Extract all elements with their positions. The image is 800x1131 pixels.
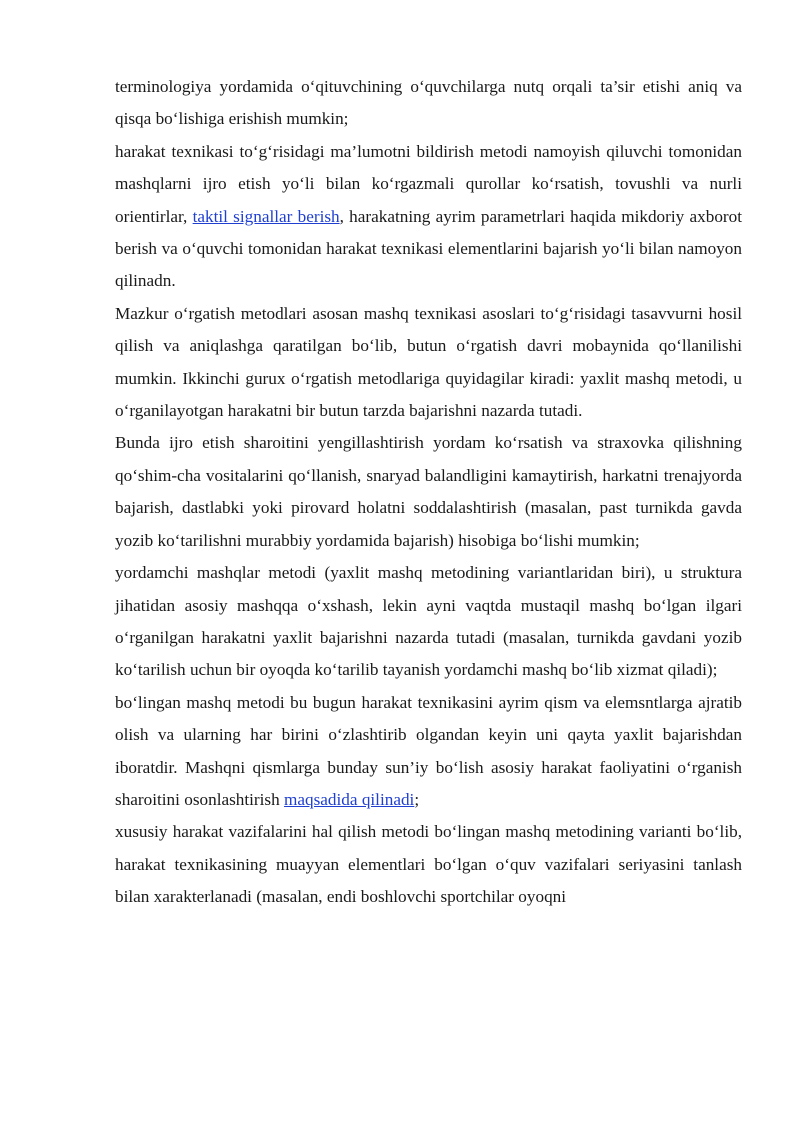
paragraph-text-after-link: ; <box>414 789 420 809</box>
paragraph-text-before-link: bo‘lingan mashq metodi bu bugun harakat texnikasini ayrim qism va elemsntlarga ajratib olish va ularning har birini o‘zlashtirib olgandan keyin uni qayta yaxlit bajarishdan iboratdir. Mashqni qismlarga bunday sun’iy bo‘lish asosiy harakat faoliyatini o‘rganish sharoitini osonlashtirish <box>115 692 742 809</box>
paragraph-terminology <box>115 71 742 136</box>
paragraph-text: xususiy harakat vazifalarini hal qilish metodi bo‘lingan mashq metodining varianti bo‘lib, harakat texnikasining muayyan elementlari bo‘lgan o‘quv vazifalari seriyasini tanlash bilan xarakterlanadi (masalan, endi boshlovchi sportchilar oyoqni <box>115 822 742 907</box>
paragraph-auxiliary-exercises <box>115 557 742 687</box>
paragraph-text: Mazkur o‘rgatish metodlari asosan mashq texnikasi asoslari to‘g‘risidagi tasavvurni hosil qilish va aniqlashga qaratilgan bo‘lib, butun o‘rgatish davri mobaynida qo‘llanilishi mumkin. Ikkinchi gurux o‘rgatish metodlariga quyidagilar kiradi: yaxlit mashq metodi, u o‘rganilayotgan harakatni bir butun tarzda bajarishni nazarda tutadi. <box>115 303 742 421</box>
tactile-signals-link[interactable]: taktil signallar berish <box>192 206 340 226</box>
paragraph-simplified-conditions <box>115 427 742 557</box>
paragraph-text: Bunda ijro etish sharoitini yengillashtirish yordam ko‘rsatish va straxovka qilishning qo‘shim-cha vositalarini qo‘llanish, snaryad balandligini kamaytirish, harkatni trenajyorda bajarish, dastlabki yoki pirovard holatni soddalashtirish (masalan, past turnikda gavda yozib ko‘tarilishni murabbiy yordamida bajarish) hisobiga bo‘lishi mumkin; <box>115 433 742 550</box>
paragraph-text: terminologiya yordamida o‘qituvchining o‘quvchilarga nutq orqali ta’sir etishi aniq va qisqa bo‘lishiga erishish mumkin; <box>115 77 742 129</box>
purpose-link[interactable]: maqsadida qilinadi <box>284 789 415 809</box>
paragraph-text-before-link: harakat texnikasi to‘g‘risidagi ma’lumotni bildirish metodi namoyish qiluvchi tomonidan mashqlarni ijro etish yo‘li bilan ko‘rgazmali qurollar ko‘rsatish, tovushli va nurli orientirlar, <box>115 141 742 226</box>
paragraph-text: yordamchi mashqlar metodi (yaxlit mashq metodining variantlaridan biri), u struktura jihatidan asosiy mashqqa o‘xshash, lekin ayni vaqtda mustaqil mashq bo‘lgan ilgari o‘rganilgan harakatni yaxlit bajarishni nazarda tutadi (masalan, turnikda gavdani yozib ko‘tarilish uchun bir oyoqda ko‘tarilib tayanish yordamchi mashq bo‘lib xizmat qiladi); <box>115 563 742 680</box>
paragraph-demonstration-method <box>115 136 742 298</box>
paragraph-specific-tasks <box>115 816 742 913</box>
paragraph-text-after-link: , harakatning ayrim parametrlari haqida mikdoriy axborot berish va o‘quvchi tomonidan harakat texnikasi elementlarini bajarish yo‘li bilan namoyon qilinadn. <box>115 206 743 291</box>
paragraph-teaching-methods <box>115 298 742 428</box>
document-page <box>115 71 742 914</box>
paragraph-divided-exercise <box>115 687 742 817</box>
